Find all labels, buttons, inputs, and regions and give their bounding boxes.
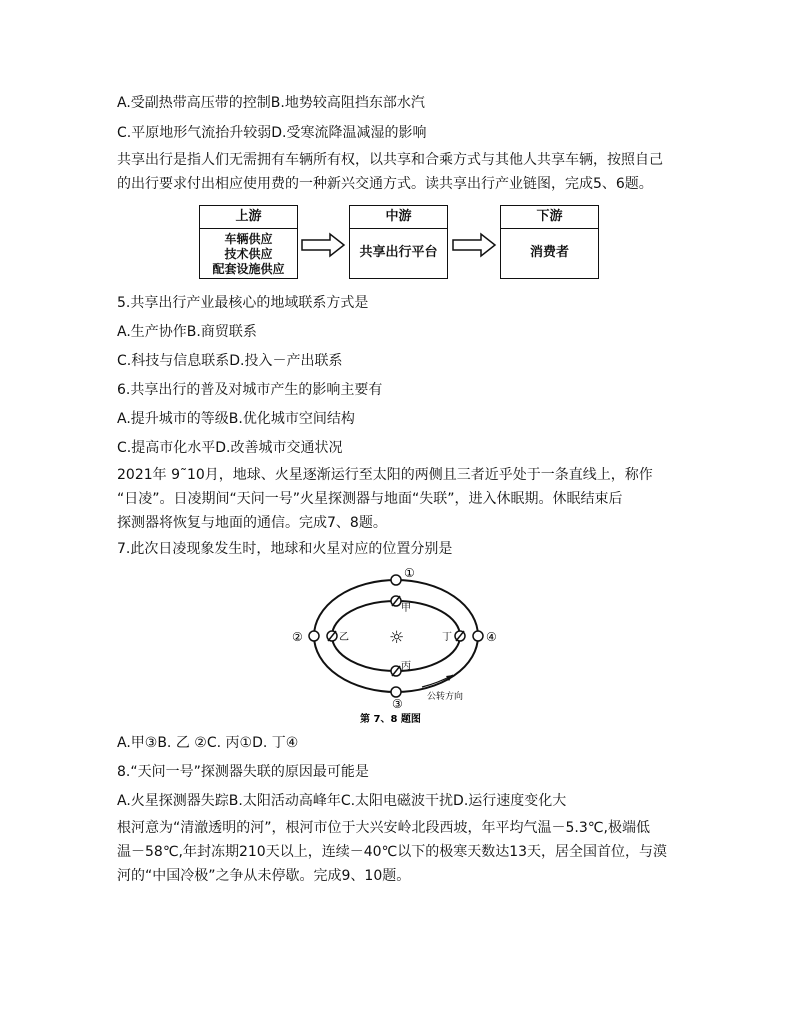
q4-option-ab: A.受副热带高压带的控制B.地势较高阻挡东部水汽 <box>117 95 425 111</box>
outer-position-top <box>391 575 401 585</box>
upstream-item: 技术供应 <box>224 247 273 261</box>
upstream-box <box>199 205 298 279</box>
outer-position-left <box>309 631 319 641</box>
midstream-body: 共享出行平台 <box>359 245 438 260</box>
intro-line: 温－58℃,年封冻期210天以上，连续－40℃以下的极寒天数达13天，居全国首位，与漠 <box>117 844 668 860</box>
downstream-box <box>500 205 599 279</box>
q5-option-cd: C.科技与信息联系D.投入－产出联系 <box>117 353 343 369</box>
label-outer-top: ① <box>404 566 415 580</box>
intro-line: 的出行要求付出相应使用费的一种新兴交通方式。读共享出行产业链图，完成5、6题。 <box>117 176 653 192</box>
sun-icon: ☼ <box>389 628 405 648</box>
intro-shared-mobility <box>117 148 677 196</box>
upstream-title: 上游 <box>200 206 297 229</box>
downstream-title: 下游 <box>501 206 598 229</box>
q7-stem: 7.此次日凌现象发生时，地球和火星对应的位置分别是 <box>117 541 453 557</box>
revolution-direction-label: 公转方向 <box>427 692 464 702</box>
downstream-body: 消费者 <box>529 245 569 260</box>
arrow-icon <box>451 232 497 258</box>
q6-stem: 6.共享出行的普及对城市产生的影响主要有 <box>117 382 383 398</box>
outer-position-right <box>473 631 483 641</box>
intro-line: 河的“中国冷极”之争从未停歇。完成9、10题。 <box>117 868 411 884</box>
q5-option-ab: A.生产协作B.商贸联系 <box>117 324 257 340</box>
q8-stem: 8.“天问一号”探测器失联的原因最可能是 <box>117 764 369 780</box>
q5-stem: 5.共享出行产业最核心的地域联系方式是 <box>117 295 369 311</box>
q4-option-cd: C.平原地形气流抬升较弱D.受寒流降温减湿的影响 <box>117 125 427 141</box>
arrow-icon <box>300 232 346 258</box>
label-outer-bottom: ③ <box>392 697 403 711</box>
label-inner-right: 丁 <box>442 632 452 643</box>
intro-genhe <box>117 816 677 888</box>
label-inner-left: 乙 <box>339 632 349 643</box>
midstream-box <box>349 205 448 279</box>
intro-line: “日凌”。日凌期间“天问一号”火星探测器与地面“失联”，进入休眠期。休眠结束后 <box>117 491 623 507</box>
inner-position-right <box>455 631 465 641</box>
inner-position-top <box>391 596 401 606</box>
upstream-item: 车辆供应 <box>224 232 273 246</box>
outer-position-bottom <box>391 687 401 697</box>
figure-caption: 第 7、8 题图 <box>360 714 421 725</box>
inner-position-left <box>327 631 337 641</box>
upstream-items <box>200 229 297 277</box>
q7-options: A.甲③B. 乙 ②C. 丙①D. 丁④ <box>117 735 299 751</box>
label-outer-left: ② <box>292 630 303 644</box>
intro-line: 根河意为“清澈透明的河”，根河市位于大兴安岭北段西坡，年平均气温－5.3℃,极端低 <box>117 820 650 836</box>
orbit-diagram <box>288 566 528 726</box>
label-outer-right: ④ <box>486 630 497 644</box>
inner-position-bottom <box>391 666 401 676</box>
intro-line: 共享出行是指人们无需拥有车辆所有权，以共享和合乘方式与其他人共享车辆，按照自己 <box>117 152 663 168</box>
midstream-title: 中游 <box>350 206 447 229</box>
q8-options: A.火星探测器失踪B.太阳活动高峰年C.太阳电磁波干扰D.运行速度变化大 <box>117 793 567 809</box>
intro-line: 探测器将恢复与地面的通信。完成7、8题。 <box>117 515 387 531</box>
label-inner-top: 甲 <box>401 603 411 614</box>
intro-line: 2021年 9˜10月，地球、火星逐渐运行至太阳的两侧且三者近乎处于一条直线上，称作 <box>117 467 653 483</box>
label-inner-bottom: 丙 <box>401 661 411 672</box>
upstream-item: 配套设施供应 <box>212 262 285 276</box>
q6-option-cd: C.提高市化水平D.改善城市交通状况 <box>117 440 343 456</box>
q6-option-ab: A.提升城市的等级B.优化城市空间结构 <box>117 411 355 427</box>
intro-mars-conjunction <box>117 463 677 535</box>
